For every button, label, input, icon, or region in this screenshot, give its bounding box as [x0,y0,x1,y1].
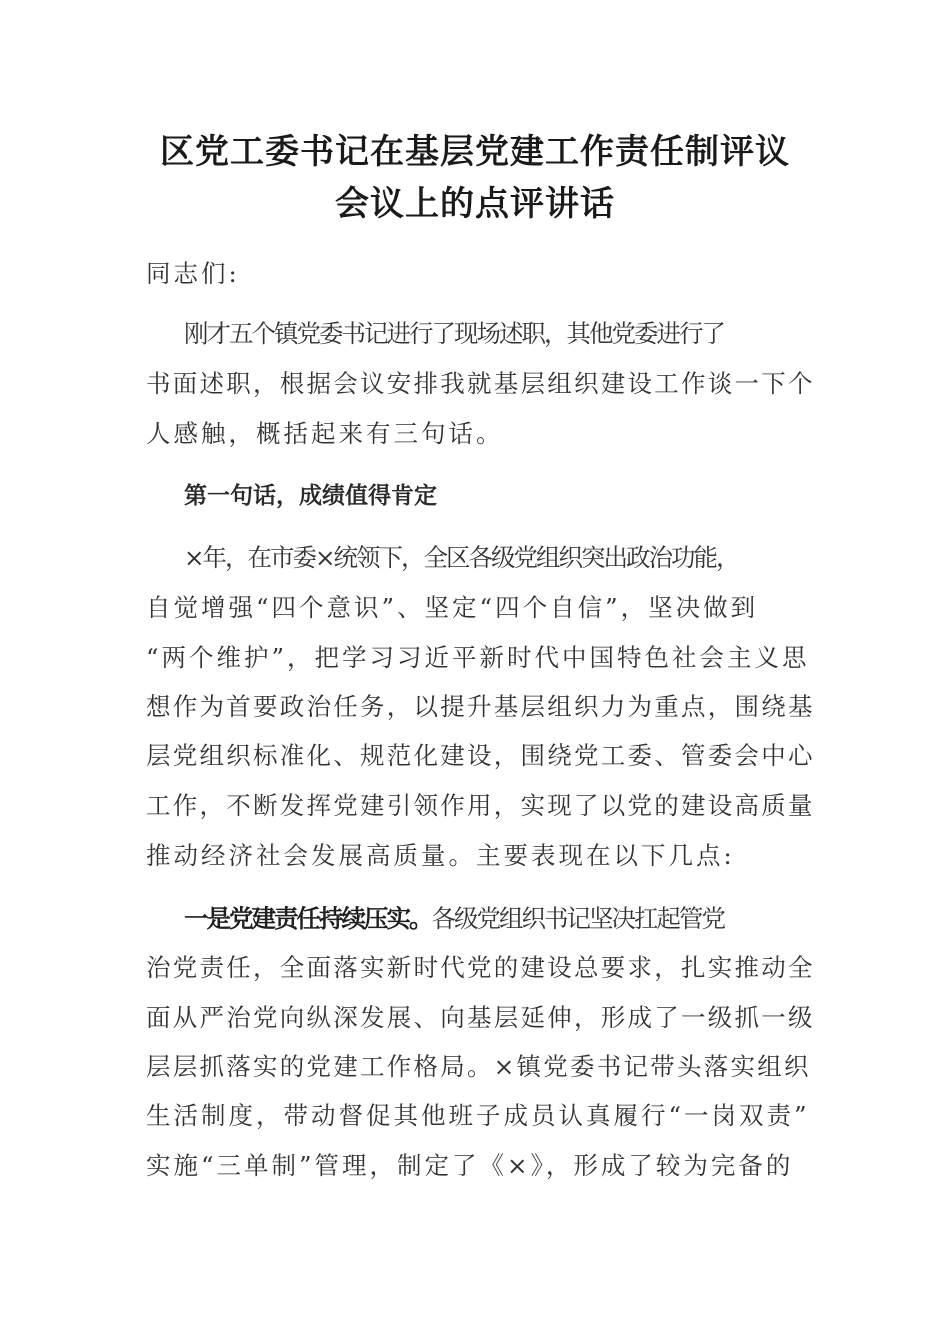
point1-line: 生活制度，带动督促其他班子成员认真履行“一岗双责” [146,1101,810,1130]
point1-line: 层层抓落实的党建工作格局。×镇党委书记带头落实组织 [146,1052,811,1081]
point1-line: 实施“三单制”管理，制定了《×》，形成了较为完备的 [146,1151,794,1180]
intro-line: 书面述职，根据会议安排我就基层组织建设工作谈一下个 [146,369,815,398]
point1-line: 面从严治党向纵深发展、向基层延伸，形成了一级抓一级 [146,1003,815,1032]
section1-line: 层党组织标准化、规范化建设，围绕党工委、管委会中心 [146,741,815,770]
intro-line: 人感触，概括起来有三句话。 [146,419,504,448]
section1-line: 自觉增强“四个意识”、坚定“四个自信”，坚决做到 [146,593,759,622]
point1-first-line [184,903,854,935]
intro-line: 刚才五个镇党委书记进行了现场述职，其他党委进行了 [184,319,724,348]
document-title-line-1: 区党工委书记在基层党建工作责任制评议 [160,132,790,172]
point1-lead: 一是党建责任持续压实。 [184,904,432,933]
section-heading: 第一句话，成绩值得肯定 [184,483,437,509]
section1-line: “两个维护”，把学习习近平新时代中国特色社会主义思 [146,643,810,672]
section1-line: 推动经济社会发展高质量。主要表现在以下几点: [146,841,735,870]
section1-line: ×年，在市委×统领下，全区各级党组织突出政治功能， [184,543,739,572]
document-title-line-2: 会议上的点评讲话 [335,184,615,224]
section1-line: 想作为首要政治任务，以提升基层组织力为重点，围绕基 [146,692,815,721]
point1-first-rest: 各级党组织书记坚决扛起管党 [431,904,724,933]
point1-line: 治党责任，全面落实新时代党的建设总要求，扎实推动全 [146,953,815,982]
section1-line: 工作，不断发挥党建引领作用，实现了以党的建设高质量 [146,791,815,820]
salutation: 同志们: [146,259,240,288]
